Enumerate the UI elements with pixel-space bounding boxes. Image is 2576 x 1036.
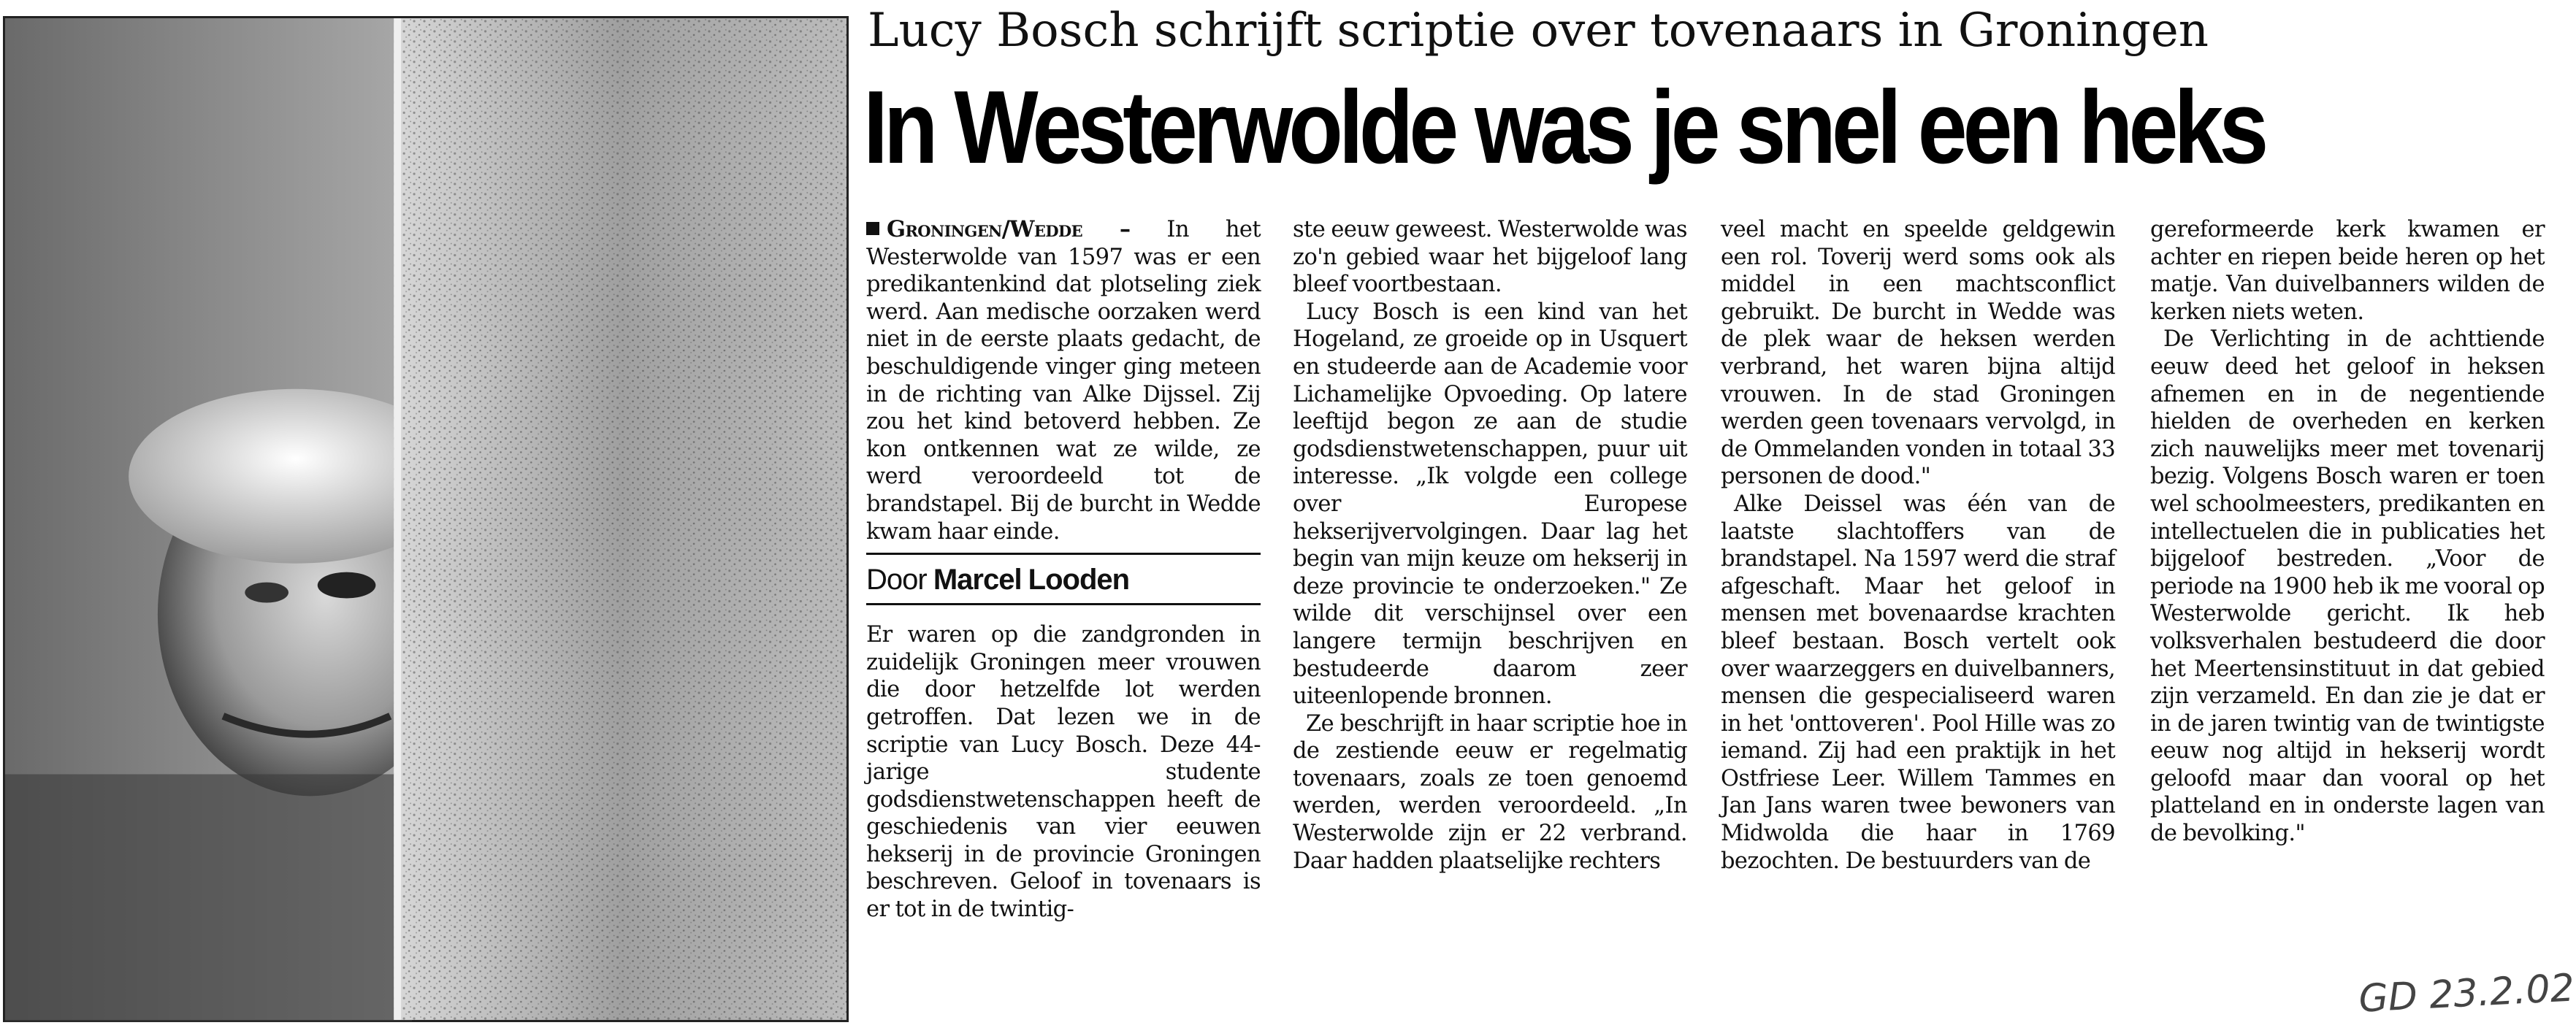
article-column-3 (1721, 216, 2115, 875)
paragraph-text: In het Westerwolde van 1597 was er een predikantenkind dat plotseling ziek werd. Aan medische oorzaken werd niet in de eerste plaats gedacht, de beschuldigende vinger ging meteen in de richting van Alke Dijssel. Zij zou het kind betoverd hebben. Ze kon ontkennen wat ze wilde, ze werd veroordeeld tot de brandstapel. Bij de burcht in Wedde kwam haar einde. (866, 217, 1261, 545)
paragraph: ste eeuw geweest. Westerwolde was zo'n gebied waar het bijgeloof lang bleef voortbestaan. (1293, 217, 1687, 298)
divider (866, 603, 1261, 605)
handwritten-date-note: GD 23.2.02 (2358, 966, 2576, 1021)
square-bullet-icon (866, 222, 879, 235)
byline (866, 559, 1261, 600)
article-kicker: Lucy Bosch schrijft scriptie over tovenaars in Groningen (868, 4, 2209, 58)
dateline: Groningen/Wedde – (887, 216, 1131, 242)
article-column-2 (1293, 216, 1687, 875)
paragraph: Alke Deissel was één van de laatste slachtoffers van de brandstapel. Na 1597 werd die straf afgeschaft. Maar het geloof in mensen met bovenaardse krachten bleef bestaan. Bosch vertelt ook over waarzeggers en duivelbanners, mensen die gespecialiseerd waren in het 'onttoveren'. Pool Hille was zo iemand. Zij had een praktijk in het Ostfriese Leer. Willem Tammes en Jan Jans waren twee bewoners van Midwolda die haar in 1769 bezochten. De bestuurders van de (1721, 491, 2115, 874)
byline-author: Marcel Looden (933, 564, 1130, 596)
byline-prefix: Door (866, 564, 927, 596)
paragraph: veel macht en speelde geldgewin een rol. Toverij werd soms ook als middel in een machtsconflict gebruikt. De burcht in Wedde was de plek waar de heksen werden verbrand, het waren bijna altijd vrouwen. In de stad Groningen werden geen tovenaars vervolgd, in de Ommelanden vonden in totaal 33 personen de dood." (1721, 217, 2115, 490)
paragraph: De Verlichting in de achttiende eeuw deed het geloof in heksen afnemen en in de negentiende hielden de overheden en kerken zich nauwelijks meer met tovenarij bezig. Volgens Bosch waren er toen wel schoolmeesters, predikanten en intellectuelen die in publicaties het bijgeloof bestreden. „Voor de periode na 1900 heb ik me vooral op Westerwolde gericht. Ik heb volksverhalen bestudeerd die door het Meertensinstituut in dat gebied zijn verzameld. En dan zie je dat er in de jaren twintig van de twintigste eeuw nog altijd in hekserij wordt geloofd maar dan vooral op het platteland en in onderste lagen van de bevolking." (2150, 326, 2545, 847)
paragraph: Ze beschrijft in haar scriptie hoe in de zestiende eeuw er regelmatig tovenaars, zoals ze toen genoemd werden, werden veroordeeld. „In Westerwolde zijn er 22 verbrand. Daar hadden plaatselijke rechters (1293, 710, 1687, 874)
lead-paragraph (866, 216, 1261, 545)
paragraph: Er waren op die zandgronden in zuidelijk Groningen meer vrouwen die door hetzelfde lot werden getroffen. Dat lezen we in de scriptie van Lucy Bosch. Deze 44-jarige studente godsdienstwetenschappen heeft de geschiedenis van vier eeuwen hekserij in de provincie Groningen beschreven. Geloof in tovenaars is er tot in de twintig- (866, 622, 1261, 923)
portrait-illustration (5, 18, 846, 1020)
article-headline: In Westerwolde was je snel een heks (863, 69, 2265, 185)
paragraph: gereformeerde kerk kwamen er achter en riepen beide heren op het matje. Van duivelbanners wilden de kerken niets weten. (2150, 217, 2545, 325)
article-photo (3, 16, 849, 1022)
paragraph: Lucy Bosch is een kind van het Hogeland, ze groeide op in Usquert en studeerde aan de Academie voor Lichamelijke Opvoeding. Op latere leeftijd begon ze aan de studie godsdienstwetenschappen, puur uit interesse. „Ik volgde een college over Europese hekserijvervolgingen. Daar lag het begin van mijn keuze om hekserij in deze provincie te onderzoeken." Ze wilde dit verschijnsel over een langere termijn beschrijven en bestudeerde daarom zeer uiteenlopende bronnen. (1293, 299, 1687, 710)
divider (866, 553, 1261, 555)
article-column-1 (866, 216, 1261, 924)
article-column-4 (2150, 216, 2545, 848)
